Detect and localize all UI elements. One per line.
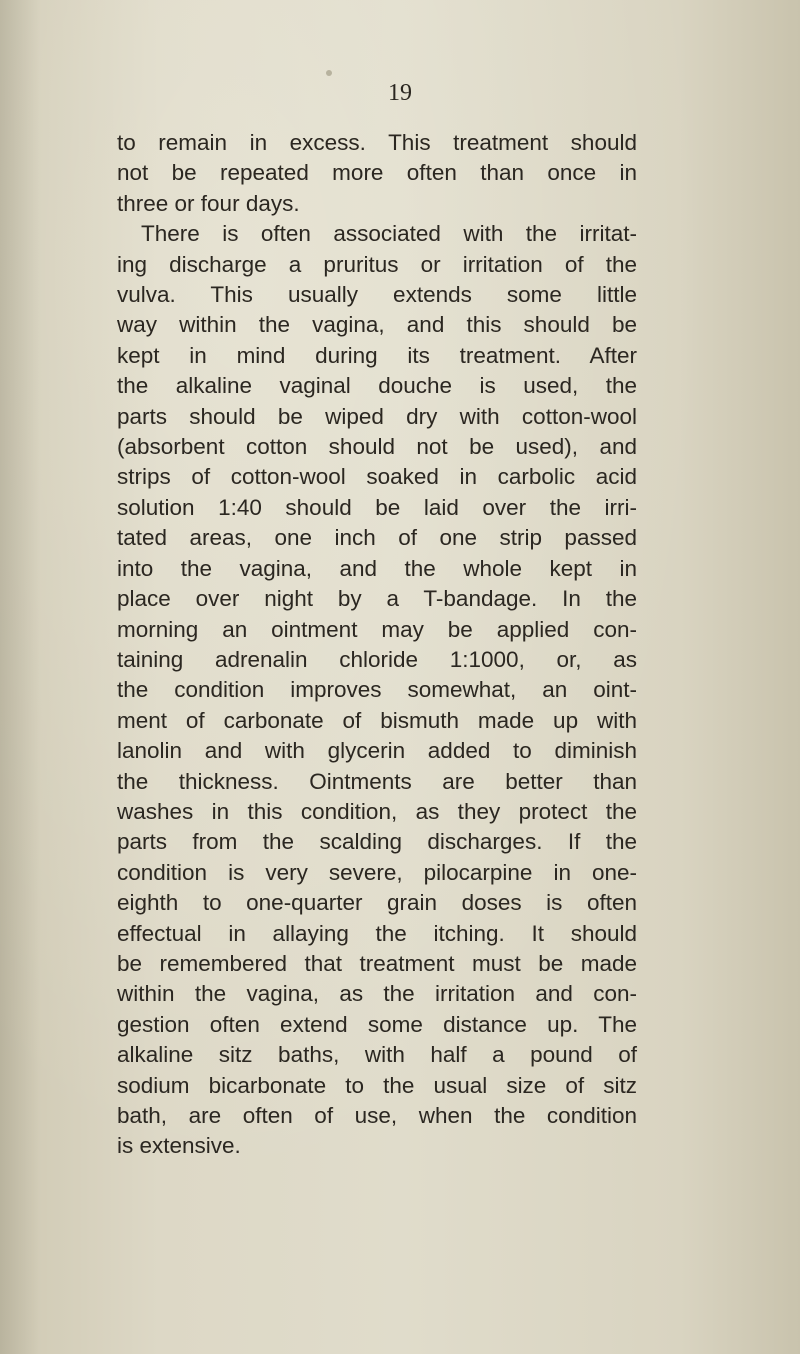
text-line: eighth to one-quarter grain doses is often xyxy=(117,890,637,916)
text-line: washes in this condition, as they protect the xyxy=(117,798,637,824)
text-line: alkaline sitz baths, with half a pound of xyxy=(117,1042,637,1068)
text-line: is extensive. xyxy=(117,1133,241,1159)
page-gutter-shadow xyxy=(0,0,40,1354)
text-line: vulva. This usually extends some little xyxy=(117,282,637,308)
text-line: ment of carbonate of bismuth made up with xyxy=(117,707,637,733)
text-line: taining adrenalin chloride 1:1000, or, as xyxy=(117,646,637,672)
text-line: kept in mind during its treatment. After xyxy=(117,342,637,368)
page-number: 19 xyxy=(388,80,412,106)
text-line: gestion often extend some distance up. The xyxy=(117,1011,637,1037)
paper-speck xyxy=(326,70,332,76)
text-line: strips of cotton-wool soaked in carbolic acid xyxy=(117,464,637,490)
text-line: way within the vagina, and this should be xyxy=(117,312,637,338)
text-line: ing discharge a pruritus or irritation of the xyxy=(117,251,637,277)
text-line: tated areas, one inch of one strip passed xyxy=(117,525,637,551)
text-line: the condition improves somewhat, an oint- xyxy=(117,677,637,703)
text-line: bath, are often of use, when the condition xyxy=(117,1103,637,1128)
text-line: within the vagina, as the irritation and con- xyxy=(117,981,637,1007)
text-line: the thickness. Ointments are better than xyxy=(117,768,637,794)
text-line: (absorbent cotton should not be used), and xyxy=(117,434,637,460)
text-line: into the vagina, and the whole kept in xyxy=(117,555,637,581)
text-line: the alkaline vaginal douche is used, the xyxy=(117,373,637,399)
text-line: not be repeated more often than once in xyxy=(117,160,637,186)
text-line: parts should be wiped dry with cotton-wool xyxy=(117,403,637,429)
text-line: morning an ointment may be applied con- xyxy=(117,616,637,642)
text-line: place over night by a T-bandage. In the xyxy=(117,586,637,612)
text-line: There is often associated with the irritat- xyxy=(141,221,637,247)
text-line: sodium bicarbonate to the usual size of sitz xyxy=(117,1072,637,1098)
text-line: parts from the scalding discharges. If the xyxy=(117,829,637,855)
text-line: to remain in excess. This treatment should xyxy=(117,130,637,155)
page-body-text xyxy=(117,128,637,1162)
text-line: be remembered that treatment must be made xyxy=(117,950,637,976)
text-line: condition is very severe, pilocarpine in one- xyxy=(117,859,637,885)
text-line: solution 1:40 should be laid over the irri- xyxy=(117,494,637,520)
text-line: three or four days. xyxy=(117,190,300,216)
text-line: lanolin and with glycerin added to diminish xyxy=(117,738,637,764)
text-line: effectual in allaying the itching. It should xyxy=(117,920,637,946)
